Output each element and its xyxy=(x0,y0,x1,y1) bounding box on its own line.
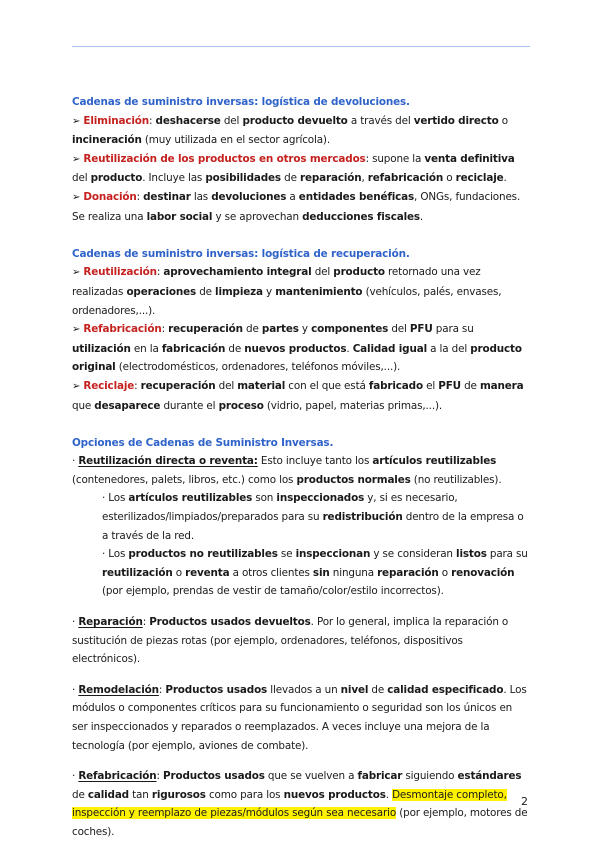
bullet-donacion: ➢ Donación: destinar las devoluciones a entidades benéficas, ONGs, fundaciones. Se realiza una labor social y se aprovechan deducciones fiscales. xyxy=(72,190,521,223)
arrow-bullet-icon: ➢ xyxy=(72,115,81,127)
option-refabricacion: · Refabricación: Productos usados que se vuelven a fabricar siguiendo estándares de calidad tan rigurosos como para los nuevos productos. Desmontaje completo, inspección y reemplazo de piezas/módulos según sea necesario (por ejemplo, motores de coches). xyxy=(72,770,528,838)
bullet-reciclaje: ➢ Reciclaje: recuperación del material con el que está fabricado el PFU de manera que desaparece durante el proceso (vidrio, papel, materias primas,...). xyxy=(72,379,524,412)
option-productos-no-reutilizables: · Los productos no reutilizables se inspeccionan y se consideran listos para su reutilización o reventa a otros clientes sin ninguna reparación o renovación (por ejemplo, prendas de vestir de tamaño/color/estilo incorrectos). xyxy=(102,548,528,598)
option-articulos-reutilizables: · Los artículos reutilizables son inspeccionados y, si es necesario, esterilizados/limpiados/preparados para su redistribución dentro de la empresa o a través de la red. xyxy=(102,492,524,542)
bullet-reutilizacion-mercados: ➢ Reutilización de los productos en otros mercados: supone la venta definitiva del producto. Incluye las posibilidades de reparación, refabricación o reciclaje. xyxy=(72,152,515,185)
arrow-bullet-icon: ➢ xyxy=(72,153,81,165)
option-remodelacion: · Remodelación: Productos usados llevados a un nivel de calidad especificado. Los módulos o componentes críticos para su funcionamiento o seguridad son los únicos en ser inspeccionados y reparados o reemplazados. A veces incluye una mejora de la tecnología (por ejemplo, aviones de combate). xyxy=(72,683,527,752)
page-number: 2 xyxy=(521,795,528,808)
option-reparacion: · Reparación: Productos usados devueltos. Por lo general, implica la reparación o sustitución de piezas rotas (por ejemplo, ordenadores, teléfonos, dispositivos electrónicos). xyxy=(72,616,509,666)
bullet-eliminacion: ➢ Eliminación: deshacerse del producto devuelto a través del vertido directo o incineración (muy utilizada en el sector agrícola). xyxy=(72,114,508,147)
arrow-bullet-icon: ➢ xyxy=(72,324,81,336)
bullet-reutilizacion: ➢ Reutilización: aprovechamiento integral del producto retornado una vez realizadas operaciones de limpieza y mantenimiento (vehículos, palés, envases, ordenadores,...). xyxy=(72,266,502,317)
arrow-bullet-icon: ➢ xyxy=(72,191,81,203)
header-rule xyxy=(72,46,530,47)
document-body xyxy=(72,93,530,842)
bullet-refabricacion: ➢ Refabricación: recuperación de partes y componentes del PFU para su utilización en la fabricación de nuevos productos. Calidad igual a la del producto original (electrodomésticos, ordenadores, teléfonos móviles,...). xyxy=(72,323,522,374)
section-heading-recuperacion: Cadenas de suministro inversas: logística de recuperación. xyxy=(72,247,410,260)
section-heading-devoluciones: Cadenas de suministro inversas: logística de devoluciones. xyxy=(72,96,410,108)
highlighted-text: Desmontaje completo, inspección y reemplazo de piezas/módulos según sea necesario xyxy=(72,788,507,820)
arrow-bullet-icon: ➢ xyxy=(72,380,81,392)
section-heading-opciones: Opciones de Cadenas de Suministro Inversas. xyxy=(72,436,334,449)
arrow-bullet-icon: ➢ xyxy=(72,267,81,279)
option-reutilizacion-directa: · Reutilización directa o reventa: Esto incluye tanto los artículos reutilizables (contenedores, palets, libros, etc.) como los productos normales (no reutilizables). xyxy=(72,455,502,486)
